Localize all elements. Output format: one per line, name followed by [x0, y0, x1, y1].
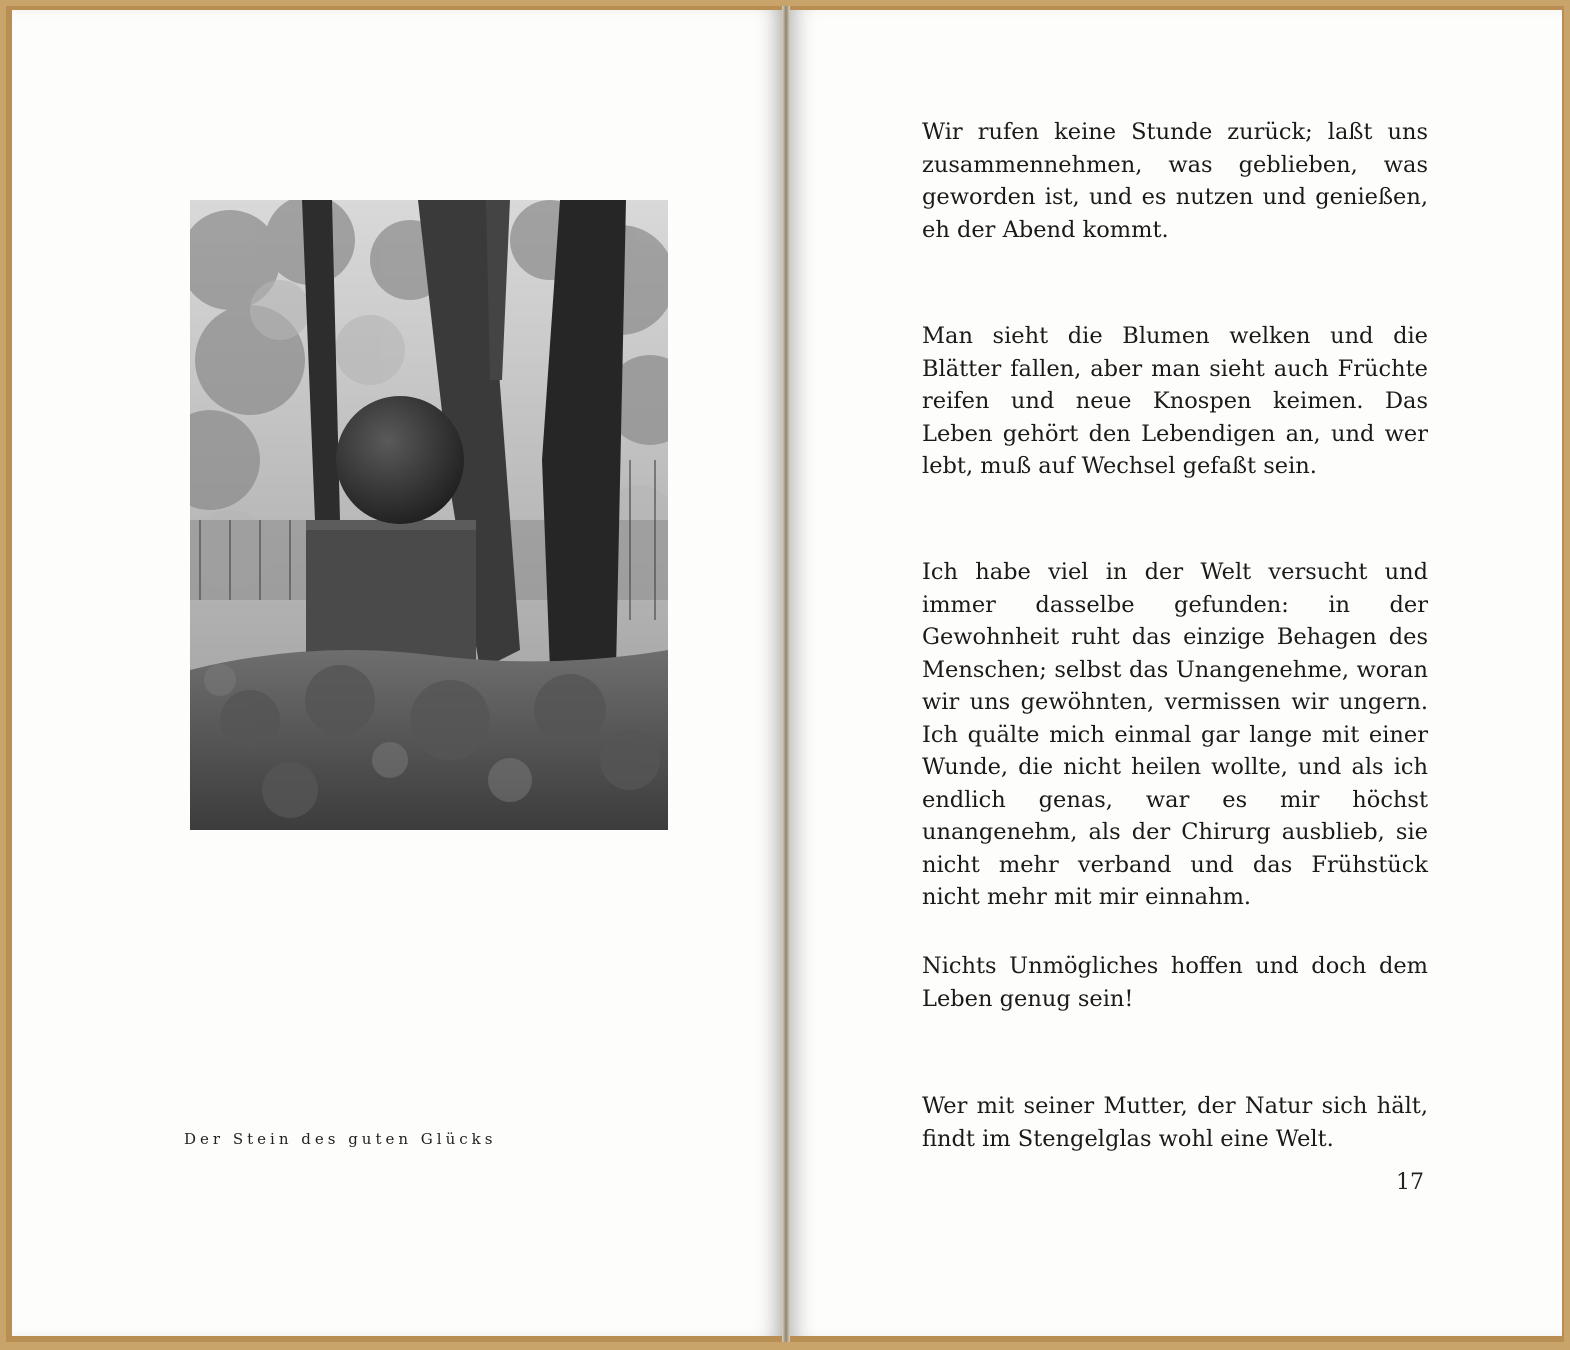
book-gutter [782, 6, 790, 1342]
stone-sphere-photo-image [190, 200, 668, 830]
left-page [12, 10, 782, 1336]
paragraph: Ich habe viel in der Welt versucht und immer dasselbe gefunden: in der Gewohnheit ruht das einzige Behagen des Menschen; selbst das Unangenehme, woran wir uns gewöhnten, vermissen wir ungern. Ich quälte mich einmal gar lange mit einer Wunde, die nicht heilen wollte, und als ich endlich genas, war es mir höchst unangenehm, als der Chirurg ausblieb, sie nicht mehr verband und das Frühstück nicht mehr mit mir einnahm. [922, 559, 1428, 910]
photo-caption: Der Stein des guten Glücks [184, 1130, 497, 1148]
paragraph: Man sieht die Blumen welken und die Blätter fallen, aber man sieht auch Früchte reifen und neue Knospen keimen. Das Leben gehört den Lebendigen an, und wer lebt, muß auf Wechsel gefaßt sein. [922, 323, 1428, 479]
page-number: 17 [1396, 1170, 1424, 1195]
paragraph: Nichts Unmögliches hoffen und doch dem Leben genug sein! [922, 953, 1428, 1012]
open-book [6, 6, 1564, 1342]
paragraph: Wir rufen keine Stunde zurück; laßt uns zusammennehmen, was geblieben, was geworden ist, und es nutzen und genießen, eh der Abend kommt. [922, 119, 1428, 243]
paragraph: Wer mit seiner Mutter, der Natur sich hält, findt im Stengelglas wohl eine Welt. [922, 1093, 1428, 1152]
photograph [190, 200, 668, 830]
